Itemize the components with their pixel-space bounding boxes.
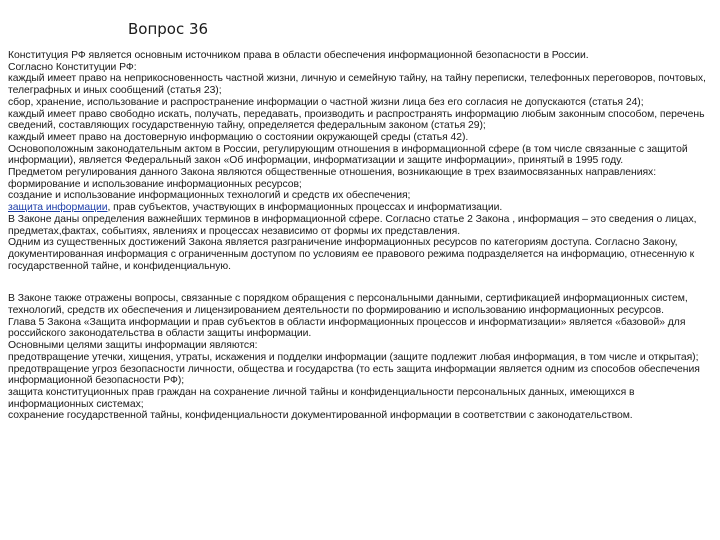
paragraph: создание и использование информационных технологий и средств их обеспечения;	[8, 190, 411, 202]
paragraph: каждый имеет право на достоверную информацию о состоянии окружающей среды (статья 42).	[8, 131, 469, 143]
paragraph: предотвращение угроз безопасности личности, общества и государства (то есть защита информации является одним из способов обеспечения информационной безопасности РФ);	[8, 363, 700, 387]
paragraph: каждый имеет право свободно искать, получать, передавать, производить и распространять информацию любым законным способом, перечень сведений, составляющих государственную тайну, определяется федеральным законом (статья 29);	[8, 108, 705, 132]
paragraph: В Законе также отражены вопросы, связанные с порядком обращения с персональными данными, сертификацией информационных систем, технологий, средств их обеспечения и лицензированием деятельности по формированию и использованию информационных ресурсов.	[8, 293, 688, 317]
paragraph: Конституция РФ является основным источником права в области обеспечения информационной безопасности в России.	[8, 50, 589, 61]
paragraph: Одним из существенных достижений Закона является разграничение информационных ресурсов по категориям доступа. Согласно Закону, документированная информация с ограниченным доступом по условиям ее правового режима подразделяется на информацию, отнесенную к государственной тайне, и конфиденциальную.	[8, 237, 695, 272]
paragraph: Согласно Конституции РФ:	[8, 61, 137, 73]
paragraph: В Законе даны определения важнейших терминов в информационной сфере. Согласно статье 2 Закона , информация – это сведения о лицах, предметах,фактах, событиях, явлениях и процессах независимо от формы их представления.	[8, 213, 697, 237]
paragraph: защита конституционных прав граждан на сохранение личной тайны и конфиденциальности персональных данных, имеющихся в информационных системах;	[8, 386, 635, 410]
paragraph: предотвращение утечки, хищения, утраты, искажения и подделки информации (защите подлежит любая информация, в том числе и открытая);	[8, 351, 699, 363]
paragraph: Основными целями защиты информации являются:	[8, 340, 258, 352]
paragraph: сбор, хранение, использование и распространение информации о частной жизни лица без его согласия не допускаются (статья 24);	[8, 96, 644, 108]
paragraph: Основоположным законодательным актом в России, регулирующим отношения в информационной сфере (в том числе связанные с защитой информации), является Федеральный закон «Об информации, информатизации и защите информации», принятый в 1995 году.	[8, 143, 688, 167]
paragraph: каждый имеет право на неприкосновенность частной жизни, личную и семейную тайну, на тайну переписки, телефонных переговоров, почтовых, телеграфных и иных сообщений (статья 23);	[8, 73, 706, 97]
paragraph-gap	[8, 272, 712, 293]
page-title: Вопрос 36	[128, 20, 209, 38]
info-protection-link[interactable]: защита информации	[8, 202, 108, 214]
paragraph-text: , прав субъектов, участвующих в информационных процессах и информатизации.	[107, 202, 503, 214]
paragraph: Предметом регулирования данного Закона являются общественные отношения, возникающие в трех взаимосвязанных направлениях: формирование и использование информационных ресурсов;	[8, 167, 657, 190]
slide-body	[8, 50, 712, 422]
paragraph	[8, 202, 712, 214]
paragraph: Глава 5 Закона «Защита информации и прав субъектов в области информационных процессов и информатизации» является «базовой» для российского законодательства в области защиты информации.	[8, 316, 686, 340]
paragraph: сохранение государственной тайны, конфиденциальности документированной информации в соответствии с законодательством.	[8, 410, 633, 422]
